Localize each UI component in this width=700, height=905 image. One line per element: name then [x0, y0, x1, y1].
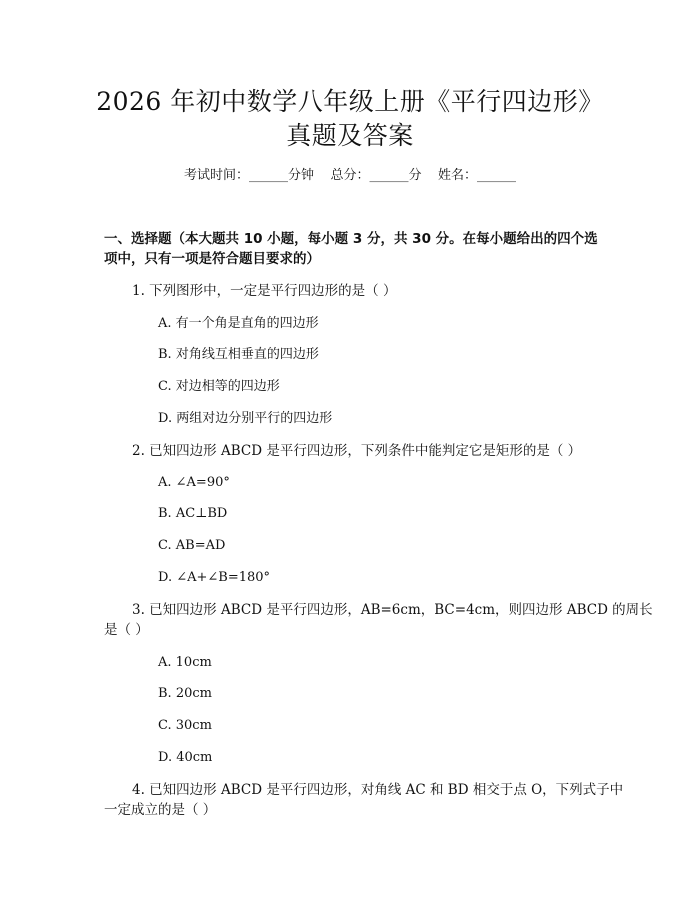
question-3-option-d: D. 40cm [158, 750, 213, 765]
question-4-continued: 一定成立的是（ ） [104, 802, 217, 818]
question-3-option-b: B. 20cm [158, 686, 212, 701]
section-heading-line-1: 一、选择题（本大题共 10 小题，每小题 3 分，共 30 分。在每小题给出的四个选 [104, 231, 598, 247]
question-3-continued: 是（ ） [104, 622, 149, 638]
document-title-line-1: 2026 年初中数学八年级上册《平行四边形》 [96, 87, 604, 116]
question-4: 4. 已知四边形 ABCD 是平行四边形，对角线 AC 和 BD 相交于点 O，下列式子中 [132, 782, 624, 798]
question-3-option-c: C. 30cm [158, 718, 212, 733]
question-1-option-a: A. 有一个角是直角的四边形 [158, 316, 319, 331]
question-3: 3. 已知四边形 ABCD 是平行四边形，AB=6cm，BC=4cm，则四边形 ABCD 的周长 [132, 602, 653, 618]
section-heading-line-2: 项中，只有一项是符合题目要求的） [104, 251, 320, 267]
question-1-option-d: D. 两组对边分别平行的四边形 [158, 411, 333, 426]
question-2-option-a: A. ∠A=90° [158, 475, 230, 490]
question-2: 2. 已知四边形 ABCD 是平行四边形，下列条件中能判定它是矩形的是（ ） [132, 443, 582, 459]
question-1: 1. 下列图形中，一定是平行四边形的是（ ） [132, 283, 397, 299]
question-3-option-a: A. 10cm [158, 655, 212, 670]
question-2-option-c: C. AB=AD [158, 538, 226, 553]
question-2-option-d: D. ∠A+∠B=180° [158, 570, 271, 585]
question-1-option-b: B. 对角线互相垂直的四边形 [158, 347, 319, 362]
question-2-option-b: B. AC⊥BD [158, 506, 228, 521]
document-title-line-2: 真题及答案 [286, 121, 414, 150]
question-1-option-c: C. 对边相等的四边形 [158, 379, 280, 394]
exam-info: 考试时间：______分钟 总分：______分 姓名：______ [183, 168, 517, 183]
